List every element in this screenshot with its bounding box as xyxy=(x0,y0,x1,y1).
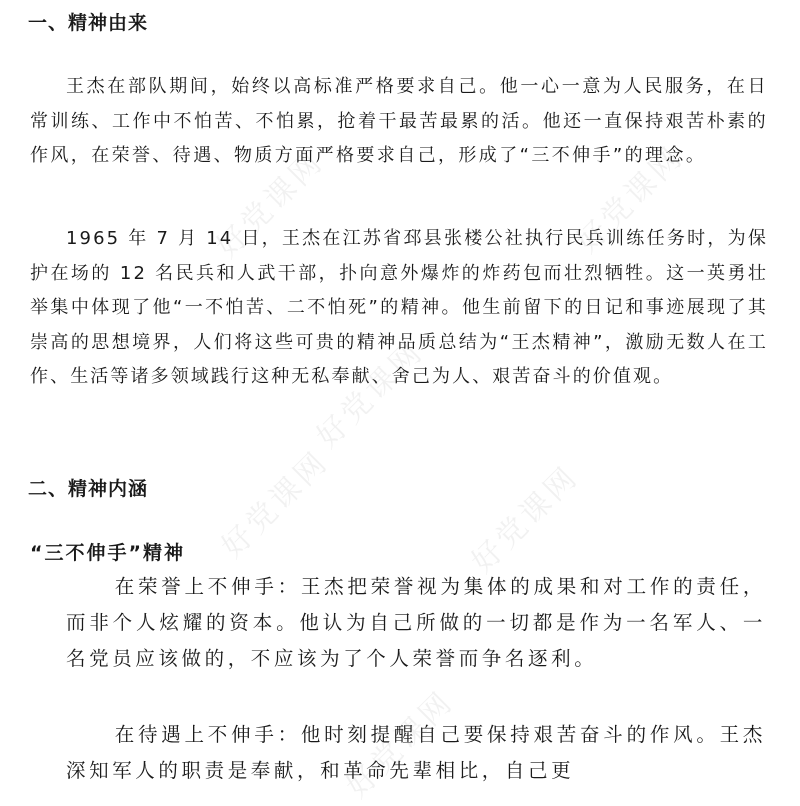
section-heading-origin: 一、精神由来 xyxy=(28,12,149,34)
section-heading-connotation: 二、精神内涵 xyxy=(28,478,149,500)
watermark-text: 好党课网 xyxy=(215,444,336,565)
watermark-text: 好党课网 xyxy=(310,334,431,455)
paragraph-treatment: 在待遇上不伸手：他时刻提醒自己要保持艰苦奋斗的作风。王杰深知军人的职责是奉献，和革命先辈相比，自己更 xyxy=(66,723,766,782)
paragraph-honor: 在荣誉上不伸手：王杰把荣誉视为集体的成果和对工作的责任，而非个人炫耀的资本。他认为自己所做的一切都是作为一名军人、一名党员应该做的，不应该为了个人荣誉而争名逐利。 xyxy=(66,575,766,670)
watermark-text: 好党课网 xyxy=(570,139,691,260)
subsection-heading-three-no-hands: “三不伸手”精神 xyxy=(30,542,185,564)
watermark-text: 好党课网 xyxy=(210,144,331,265)
paragraph-origin-1: 王杰在部队期间，始终以高标准严格要求自己。他一心一意为人民服务，在日常训练、工作中不怕苦、不怕累，抢着干最苦最累的活。他还一直保持艰苦朴素的作风，在荣誉、待遇、物质方面严格要求自己，形成了“三不伸手”的理念。 xyxy=(30,76,768,166)
paragraph-origin-2: 1965 年 7 月 14 日，王杰在江苏省邳县张楼公社执行民兵训练任务时，为保护在场的 12 名民兵和人武干部，扑向意外爆炸的炸药包而壮烈牺牲。这一英勇壮举集中体现了他“一不怕苦、二不怕死”的精神。他生前留下的日记和事迹展现了其崇高的思想境界，人们将这些可贵的精神品质总结为“王杰精神”，激励无数人在工作、生活等诸多领域践行这种无私奉献、舍己为人、艰苦奋斗的价值观。 xyxy=(30,228,768,387)
watermark-text: 好党课网 xyxy=(340,684,461,805)
watermark-text: 好党课网 xyxy=(465,459,586,580)
